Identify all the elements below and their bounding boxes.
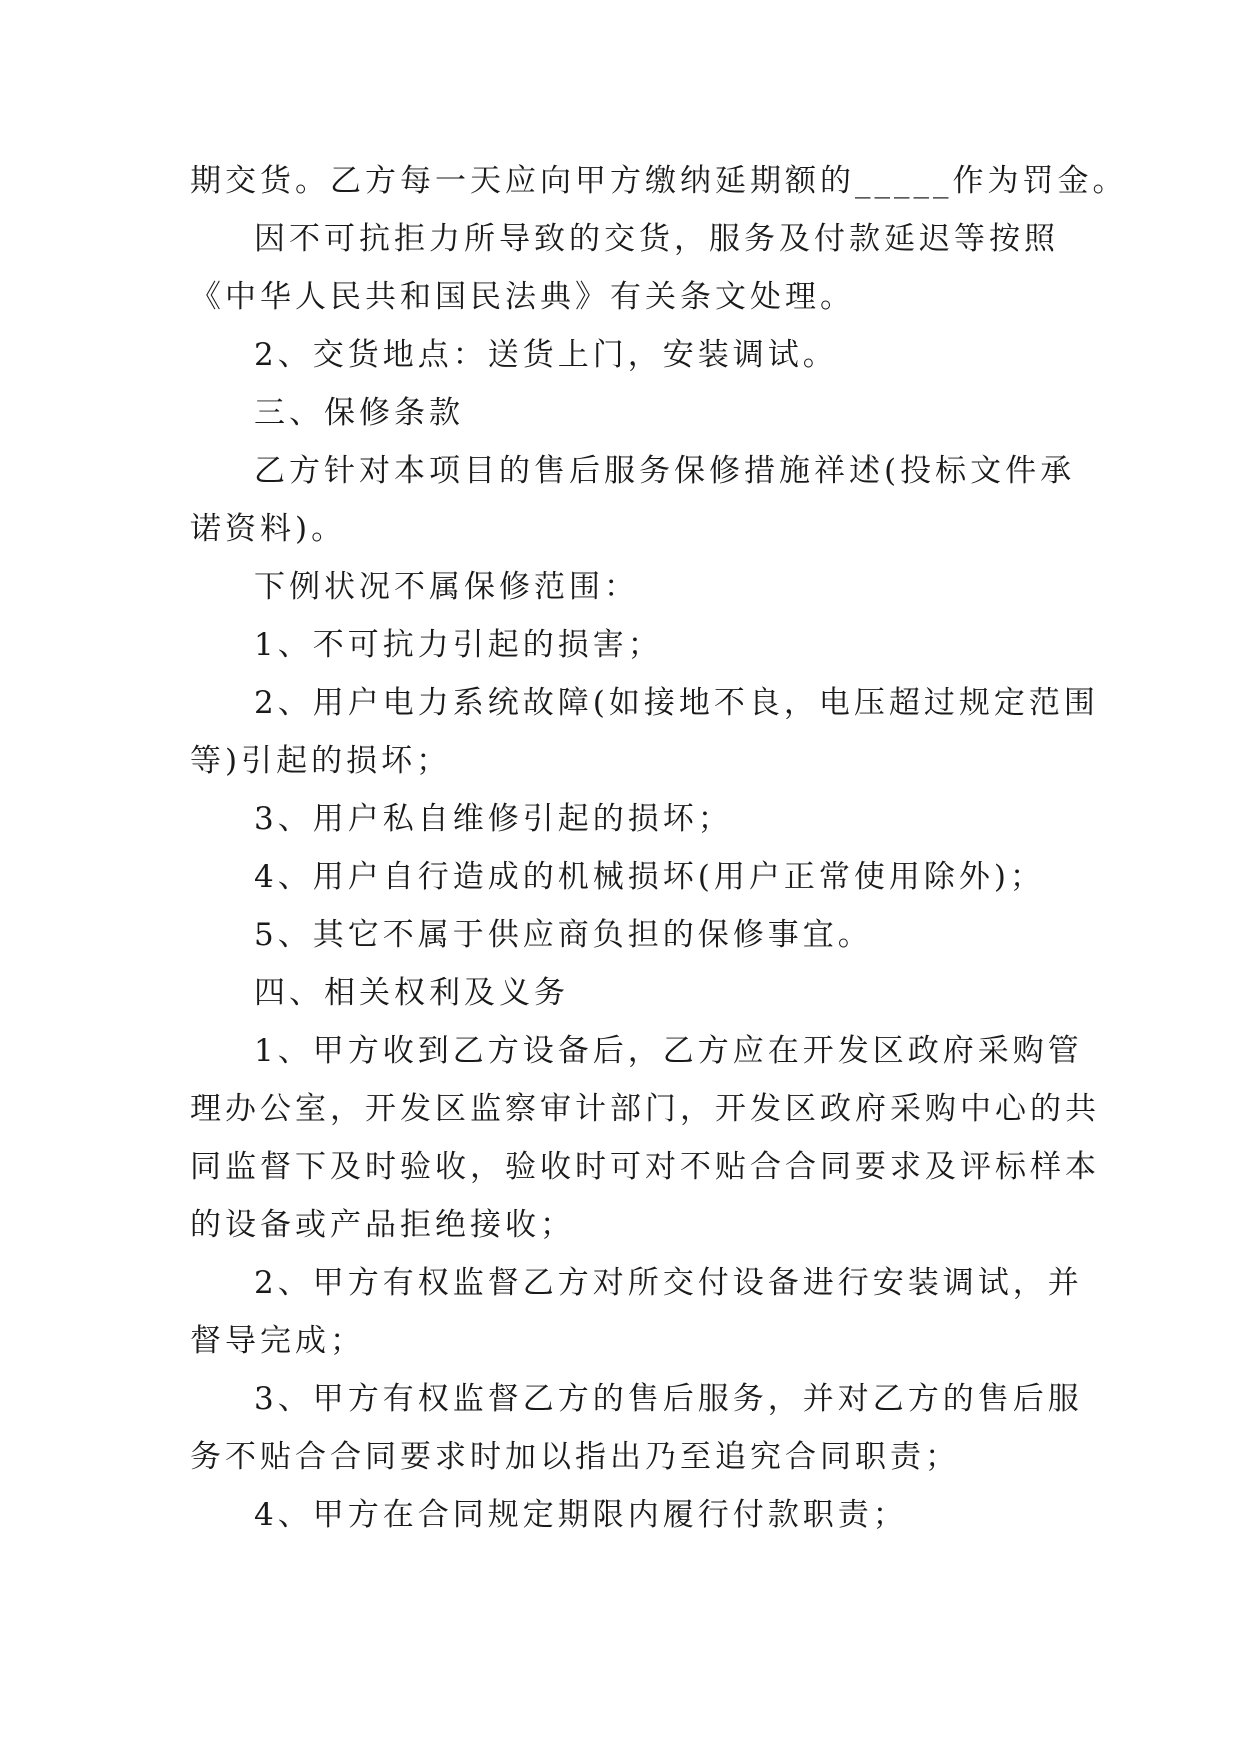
text-line: 务不贴合合同要求时加以指出乃至追究合同职责； [190, 1439, 960, 1475]
document-body [190, 152, 1128, 1544]
list-item: 3、用户私自维修引起的损坏； [254, 801, 733, 837]
section-heading: 四、相关权利及义务 [254, 975, 569, 1011]
list-item: 2、用户电力系统故障(如接地不良，电压超过规定范围 [254, 685, 1099, 721]
text-line: 督导完成； [190, 1323, 365, 1359]
text-line: 乙方针对本项目的售后服务保修措施祥述(投标文件承 [254, 453, 1076, 489]
list-item: 3、甲方有权监督乙方的售后服务，并对乙方的售后服 [254, 1381, 1083, 1417]
text-line: 因不可抗拒力所导致的交货，服务及付款延迟等按照 [254, 221, 1059, 257]
text-line: 同监督下及时验收，验收时可对不贴合合同要求及评标样本 [190, 1149, 1100, 1185]
text-line: 理办公室，开发区监察审计部门，开发区政府采购中心的共 [190, 1091, 1100, 1127]
text-line: 的设备或产品拒绝接收； [190, 1207, 575, 1243]
text-line: 诺资料)。 [190, 511, 347, 547]
list-item: 1、甲方收到乙方设备后，乙方应在开发区政府采购管 [254, 1033, 1083, 1069]
list-item: 4、用户自行造成的机械损坏(用户正常使用除外)； [254, 859, 1045, 895]
text-line: 2、交货地点：送货上门，安装调试。 [254, 337, 838, 373]
list-item: 5、其它不属于供应商负担的保修事宜。 [254, 917, 873, 953]
text-line: 期交货。乙方每一天应向甲方缴纳延期额的_____作为罚金。 [190, 163, 1128, 199]
list-item: 4、甲方在合同规定期限内履行付款职责； [254, 1497, 908, 1533]
text-line: 下例状况不属保修范围： [254, 569, 639, 605]
list-item: 1、不可抗力引起的损害； [254, 627, 663, 663]
section-heading: 三、保修条款 [254, 395, 464, 431]
text-line: 《中华人民共和国民法典》有关条文处理。 [190, 279, 855, 315]
list-item: 2、甲方有权监督乙方对所交付设备进行安装调试，并 [254, 1265, 1083, 1301]
text-line: 等)引起的损坏； [190, 743, 452, 779]
